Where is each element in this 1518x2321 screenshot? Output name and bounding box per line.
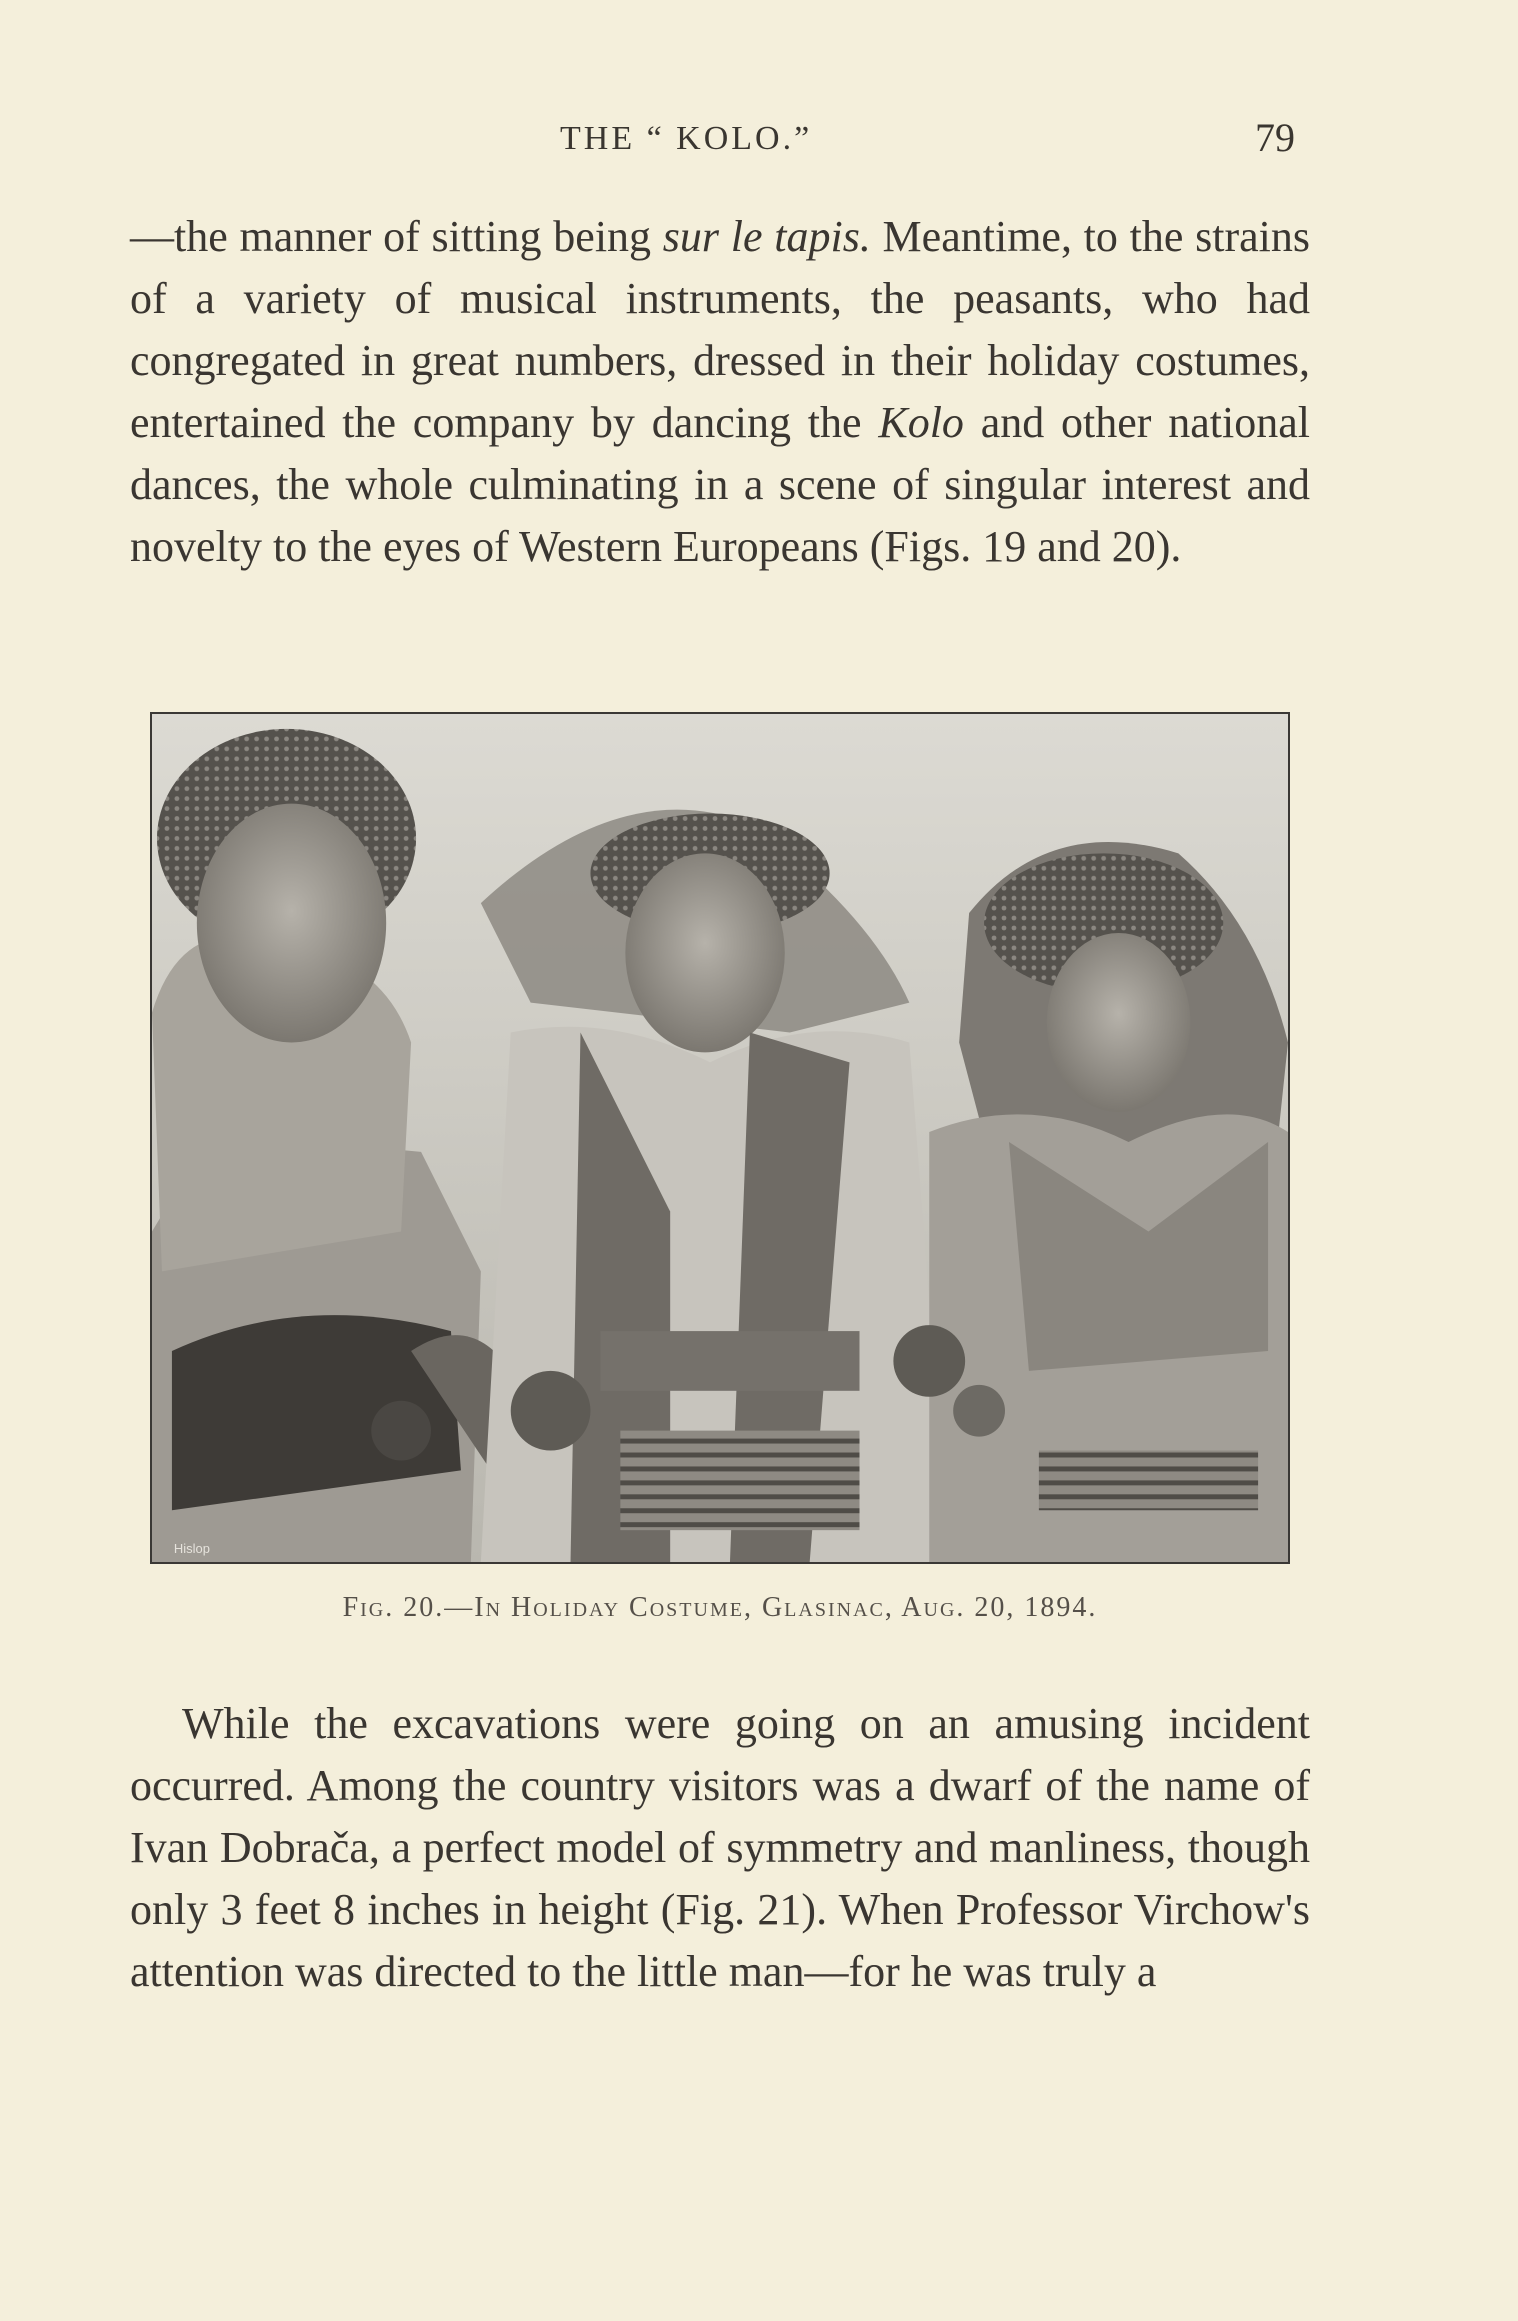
running-title: THE “ KOLO.” (560, 120, 813, 157)
italic-word-kolo: Kolo (878, 398, 964, 447)
paragraph-intro (130, 206, 1310, 578)
text-run: and other national dances, the whole culminating in a scene of singular interest and novelty to the eyes of Western Europeans (Figs. 19 and 20). (130, 398, 1310, 571)
paragraph-dwarf-text: While the excavations were going on an amusing incident occurred. Among the country visitors was a dwarf of the name of Ivan Dobrača, a perfect model of symmetry and manliness, though only 3 feet 8 inches in height (Fig. 21). When Professor Virchow's attention was directed to the little man—for he was truly a (130, 1699, 1310, 1996)
page-header (0, 115, 1518, 170)
text-run: Meantime, to the strains of a variety of musical instruments, the peasants, who had congregated in great numbers, dressed in their holiday costumes, entertained the company by dancing the (130, 212, 1310, 447)
page-number: 79 (1255, 115, 1295, 160)
italic-phrase: sur le tapis. (662, 212, 871, 261)
figure-caption: Fig. 20.—In Holiday Costume, Glasinac, Aug. 20, 1894. (342, 1592, 1098, 1623)
text-run: —the manner of sitting being (130, 212, 663, 261)
photograph-three-women (152, 714, 1288, 1562)
photograph-figure (150, 712, 1290, 1564)
paragraph-intro-text (130, 206, 1310, 578)
photographer-signature: Hislop (173, 1541, 210, 1557)
woman-right (929, 842, 1288, 1562)
paragraph-dwarf (130, 1693, 1310, 2003)
